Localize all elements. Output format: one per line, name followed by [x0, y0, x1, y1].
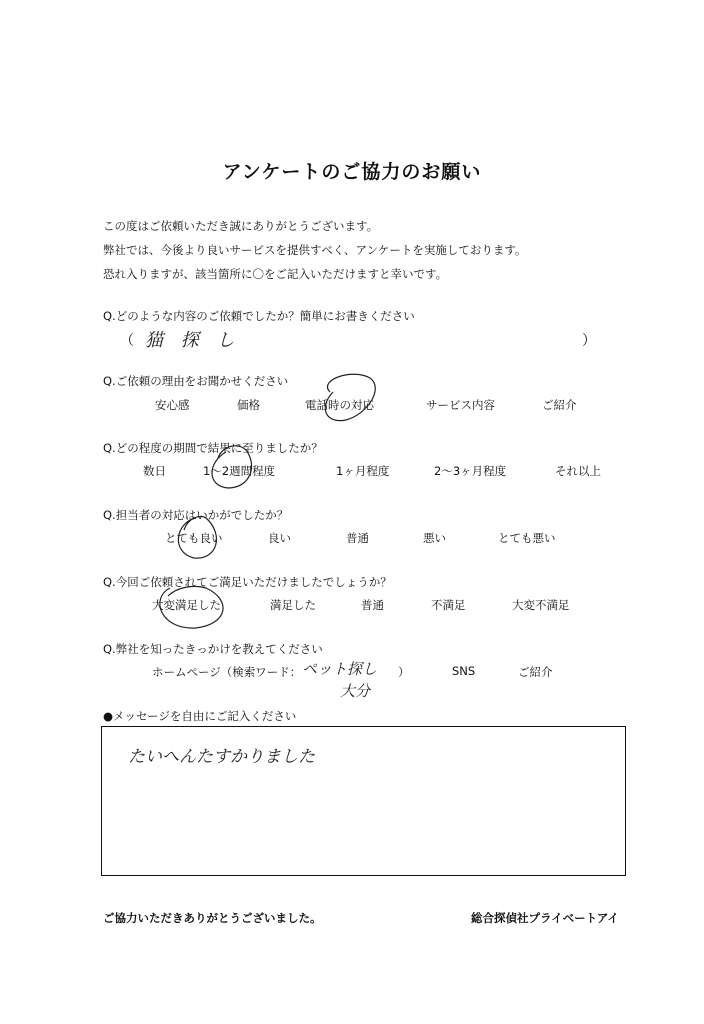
q2-option-3: 電話時の対応	[305, 398, 374, 412]
q1-open-paren: （	[120, 333, 134, 349]
question-6: Q.弊社を知ったきっかけを教えてください	[103, 642, 323, 656]
q1-close-paren: ）	[582, 333, 596, 349]
page-title: アンケートのご協力のお願い	[222, 161, 482, 183]
question-5: Q.今回ご依頼されてご満足いただけましたでしょうか？	[103, 575, 392, 589]
message-label: ●メッセージを自由にご記入ください	[103, 709, 297, 723]
q2-option-1: 安心感	[155, 398, 190, 412]
q6-option-referral: ご紹介	[518, 665, 553, 679]
q4-option-1: とても良い	[165, 531, 223, 545]
intro-line-2: 弊社では、今後より良いサービスを提供すべく、アンケートを実施しております。	[103, 243, 527, 257]
q4-option-5: とても悪い	[498, 531, 556, 545]
q4-option-2: 良い	[268, 531, 291, 545]
q5-option-3: 普通	[361, 598, 384, 612]
q5-option-1: 大変満足した	[152, 598, 221, 612]
q6-handwritten-search-word-2: 大分	[340, 682, 371, 700]
question-3: Q.どの程度の期間で結果に至りましたか？	[103, 441, 323, 455]
message-handwritten-text: たいへんたすかりました	[128, 747, 315, 767]
question-2: Q.ご依頼の理由をお聞かせください	[103, 374, 289, 388]
q5-option-2: 満足した	[270, 598, 316, 612]
footer-company: 総合探偵社プライベートアイ	[471, 911, 619, 925]
footer-thanks: ご協力いただきありがとうございました。	[103, 911, 322, 925]
q6-option-homepage: ホームページ（検索ワード：	[152, 665, 302, 679]
q2-option-2: 価格	[237, 398, 260, 412]
q6-handwritten-search-word: ペット探し	[302, 660, 378, 678]
q5-option-4: 不満足	[431, 598, 466, 612]
q6-option-sns: SNS	[452, 664, 476, 678]
q3-option-5: それ以上	[555, 464, 601, 478]
q1-handwritten-answer: 猫 探 し	[145, 330, 241, 351]
q6-close-paren: ）	[398, 665, 410, 679]
q2-option-5: ご紹介	[542, 398, 577, 412]
question-4: Q.担当者の対応はいかがでしたか？	[103, 508, 289, 522]
q3-option-3: 1ヶ月程度	[336, 464, 390, 478]
intro-line-3: 恐れ入りますが、該当箇所に〇をご記入いただけますと幸いです。	[103, 267, 448, 281]
q3-option-2: 1～2週間程度	[203, 464, 276, 478]
q2-option-4: サービス内容	[426, 398, 495, 412]
q5-option-5: 大変不満足	[512, 598, 570, 612]
q3-option-1: 数日	[143, 464, 166, 478]
q3-option-4: 2～3ヶ月程度	[434, 464, 507, 478]
intro-line-1: この度はご依頼いただき誠にありがとうございます。	[103, 219, 379, 233]
q4-option-4: 悪い	[423, 531, 446, 545]
question-1: Q.どのような内容のご依頼でしたか？簡単にお書きください	[103, 309, 415, 323]
q4-option-3: 普通	[346, 531, 369, 545]
